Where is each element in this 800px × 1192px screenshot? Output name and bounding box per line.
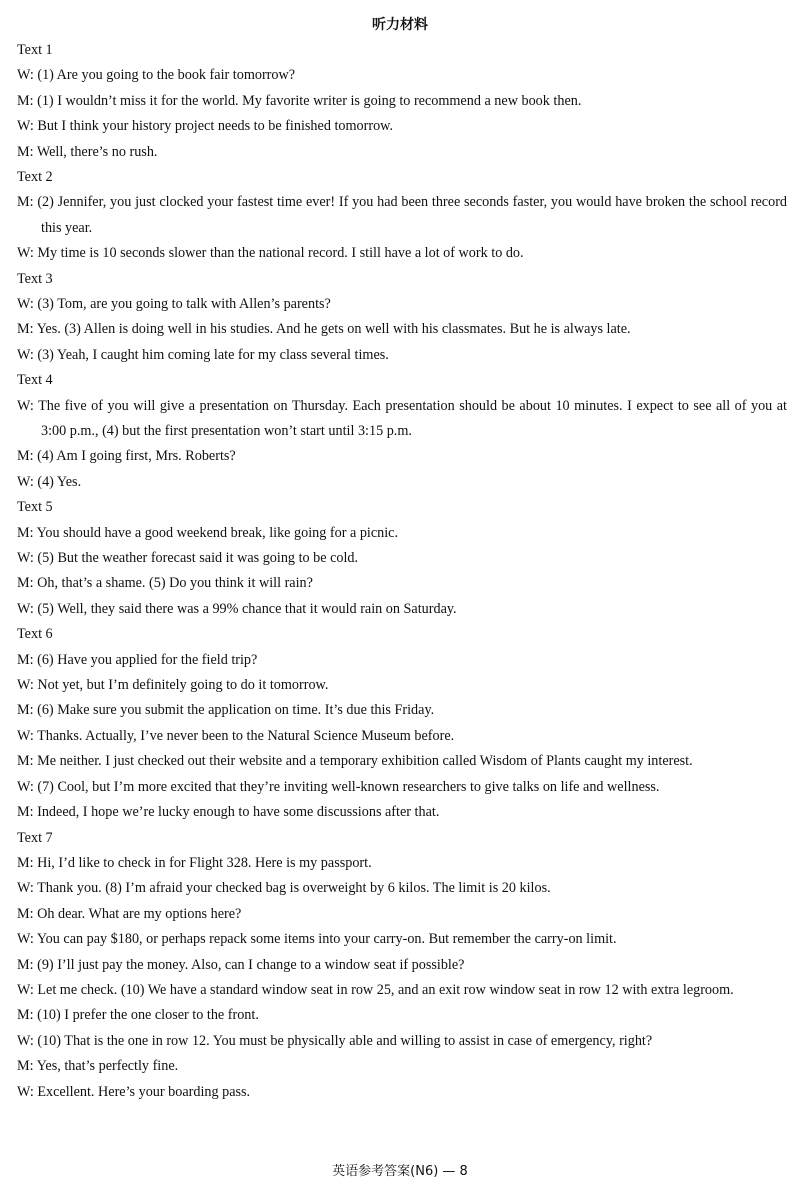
speaker-label: W:: [17, 600, 34, 617]
speaker-label: M:: [17, 143, 34, 160]
dialogue-text: (9) I’ll just pay the money. Also, can I change to a window seat if possible?: [37, 956, 465, 973]
dialogue-line: [17, 1029, 787, 1054]
dialogue-text: Thank you. (8) I’m afraid your checked bag is overweight by 6 kilos. The limit is 20 kilos.: [37, 880, 551, 897]
dialogue-line: [17, 343, 787, 368]
page-footer: 英语参考答案(N6) — 8: [332, 1164, 468, 1179]
text-heading: Text 4: [17, 372, 53, 389]
dialogue-text: Yes. (3) Allen is doing well in his studies. And he gets on well with his classmates. But he is always late.: [36, 321, 631, 338]
speaker-label: M:: [17, 524, 34, 541]
dialogue-text: The five of you will give a presentation on Thursday. Each presentation should be about 10 minutes. I expect to see all of you at 3:00 p.m., (4) but the first presentation won’t start until 3:15 p.m.: [38, 397, 788, 440]
dialogue-line: [17, 317, 787, 342]
speaker-label: M:: [17, 905, 34, 922]
dialogue-line: [17, 775, 787, 800]
dialogue-text: Hi, I’d like to check in for Flight 328. Here is my passport.: [37, 854, 372, 871]
dialogue-text: Well, there’s no rush.: [36, 143, 158, 160]
speaker-label: M:: [17, 194, 34, 211]
text-heading: Text 3: [17, 270, 53, 287]
dialogue-line: [17, 724, 787, 749]
speaker-label: W:: [17, 931, 34, 948]
dialogue-line: [17, 1080, 787, 1105]
speaker-label: M:: [17, 1007, 34, 1024]
dialogue-line: [17, 470, 787, 495]
speaker-label: W:: [17, 245, 34, 262]
speaker-label: W:: [17, 67, 34, 84]
speaker-label: M:: [17, 651, 34, 668]
dialogue-line: [17, 698, 787, 723]
dialogue-text: (5) Well, they said there was a 99% chance that it would rain on Saturday.: [37, 600, 457, 617]
dialogue-line: [17, 89, 787, 114]
text-heading: Text 2: [17, 169, 53, 186]
dialogue-line: [17, 648, 787, 673]
speaker-label: W:: [17, 1083, 34, 1100]
speaker-label: M:: [17, 702, 34, 719]
dialogue-line: [17, 953, 787, 978]
dialogue-line: [17, 140, 787, 165]
dialogue-text: (2) Jennifer, you just clocked your fastest time ever! If you had been three seconds faster, you would have broken the school record this year.: [37, 194, 788, 236]
speaker-label: W:: [17, 118, 34, 135]
dialogue-line: [17, 292, 787, 317]
speaker-label: W:: [17, 550, 34, 567]
text-heading: Text 5: [17, 499, 53, 516]
dialogue-line: [17, 241, 787, 266]
dialogue-text: (1) I wouldn’t miss it for the world. My favorite writer is going to recommend a new book then.: [37, 92, 582, 109]
transcript-body: [17, 38, 787, 1105]
speaker-label: W:: [17, 727, 34, 744]
speaker-label: W:: [17, 346, 34, 363]
speaker-label: W:: [17, 296, 34, 313]
dialogue-text: Oh dear. What are my options here?: [37, 905, 242, 922]
dialogue-text: (6) Make sure you submit the application on time. It’s due this Friday.: [37, 702, 435, 719]
page-title: 听力材料: [372, 17, 428, 33]
speaker-label: W:: [17, 778, 34, 795]
dialogue-line: [17, 978, 787, 1003]
text-heading: Text 6: [17, 626, 53, 643]
speaker-label: M:: [17, 804, 34, 821]
dialogue-text: Me neither. I just checked out their website and a temporary exhibition called Wisdom of Plants caught my interest.: [37, 753, 693, 770]
dialogue-line: [17, 63, 787, 88]
speaker-label: W:: [17, 677, 34, 694]
speaker-label: W:: [17, 981, 34, 998]
dialogue-text: (4) Yes.: [37, 473, 82, 490]
speaker-label: W:: [17, 397, 34, 414]
dialogue-text: (7) Cool, but I’m more excited that they’re inviting well-known researchers to give talks on life and wellness.: [37, 778, 660, 795]
speaker-label: M:: [17, 321, 34, 338]
speaker-label: W:: [17, 880, 34, 897]
dialogue-line: [17, 851, 787, 876]
dialogue-line: [17, 546, 787, 571]
dialogue-text: Let me check. (10) We have a standard window seat in row 25, and an exit row window seat in row 12 with extra legroom.: [37, 981, 734, 998]
dialogue-line: [17, 800, 787, 825]
speaker-label: W:: [17, 1032, 34, 1049]
dialogue-line: [17, 190, 787, 241]
dialogue-line: [17, 876, 787, 901]
dialogue-line: [17, 902, 787, 927]
dialogue-text: Yes, that’s perfectly fine.: [36, 1058, 179, 1075]
dialogue-text: Excellent. Here’s your boarding pass.: [37, 1083, 251, 1100]
dialogue-text: (1) Are you going to the book fair tomorrow?: [37, 67, 296, 84]
dialogue-line: [17, 1054, 787, 1079]
dialogue-line: [17, 1003, 787, 1028]
dialogue-text: You should have a good weekend break, like going for a picnic.: [36, 524, 399, 541]
dialogue-text: Thanks. Actually, I’ve never been to the Natural Science Museum before.: [37, 727, 455, 744]
dialogue-text: You can pay $180, or perhaps repack some items into your carry-on. But remember the carry-on limit.: [36, 931, 617, 948]
speaker-label: M:: [17, 1058, 34, 1075]
dialogue-line: [17, 521, 787, 546]
dialogue-text: (5) But the weather forecast said it was going to be cold.: [37, 550, 359, 567]
speaker-label: M:: [17, 448, 34, 465]
dialogue-text: (10) I prefer the one closer to the front.: [37, 1007, 259, 1024]
text-heading: Text 1: [17, 42, 53, 58]
dialogue-text: Indeed, I hope we’re lucky enough to have some discussions after that.: [37, 804, 440, 821]
dialogue-text: (10) That is the one in row 12. You must be physically able and willing to assist in case of emergency, right?: [37, 1032, 653, 1049]
speaker-label: M:: [17, 753, 34, 770]
dialogue-line: [17, 749, 787, 774]
dialogue-line: [17, 114, 787, 139]
dialogue-line: [17, 571, 787, 596]
dialogue-line: [17, 927, 787, 952]
dialogue-line: [17, 673, 787, 698]
dialogue-text: (4) Am I going first, Mrs. Roberts?: [37, 448, 236, 465]
dialogue-text: Oh, that’s a shame. (5) Do you think it will rain?: [37, 575, 313, 592]
dialogue-text: (3) Tom, are you going to talk with Allen’s parents?: [37, 296, 331, 313]
dialogue-text: (6) Have you applied for the field trip?: [37, 651, 258, 668]
text-heading: Text 7: [17, 829, 53, 846]
dialogue-text: (3) Yeah, I caught him coming late for my class several times.: [37, 346, 389, 363]
dialogue-line: [17, 444, 787, 469]
dialogue-text: But I think your history project needs to be finished tomorrow.: [37, 118, 394, 135]
dialogue-text: My time is 10 seconds slower than the national record. I still have a lot of work to do.: [37, 245, 524, 262]
dialogue-line: [17, 394, 787, 445]
speaker-label: M:: [17, 575, 34, 592]
speaker-label: M:: [17, 956, 34, 973]
speaker-label: M:: [17, 854, 34, 871]
speaker-label: W:: [17, 473, 34, 490]
dialogue-text: Not yet, but I’m definitely going to do it tomorrow.: [37, 677, 329, 694]
dialogue-line: [17, 597, 787, 622]
speaker-label: M:: [17, 92, 34, 109]
